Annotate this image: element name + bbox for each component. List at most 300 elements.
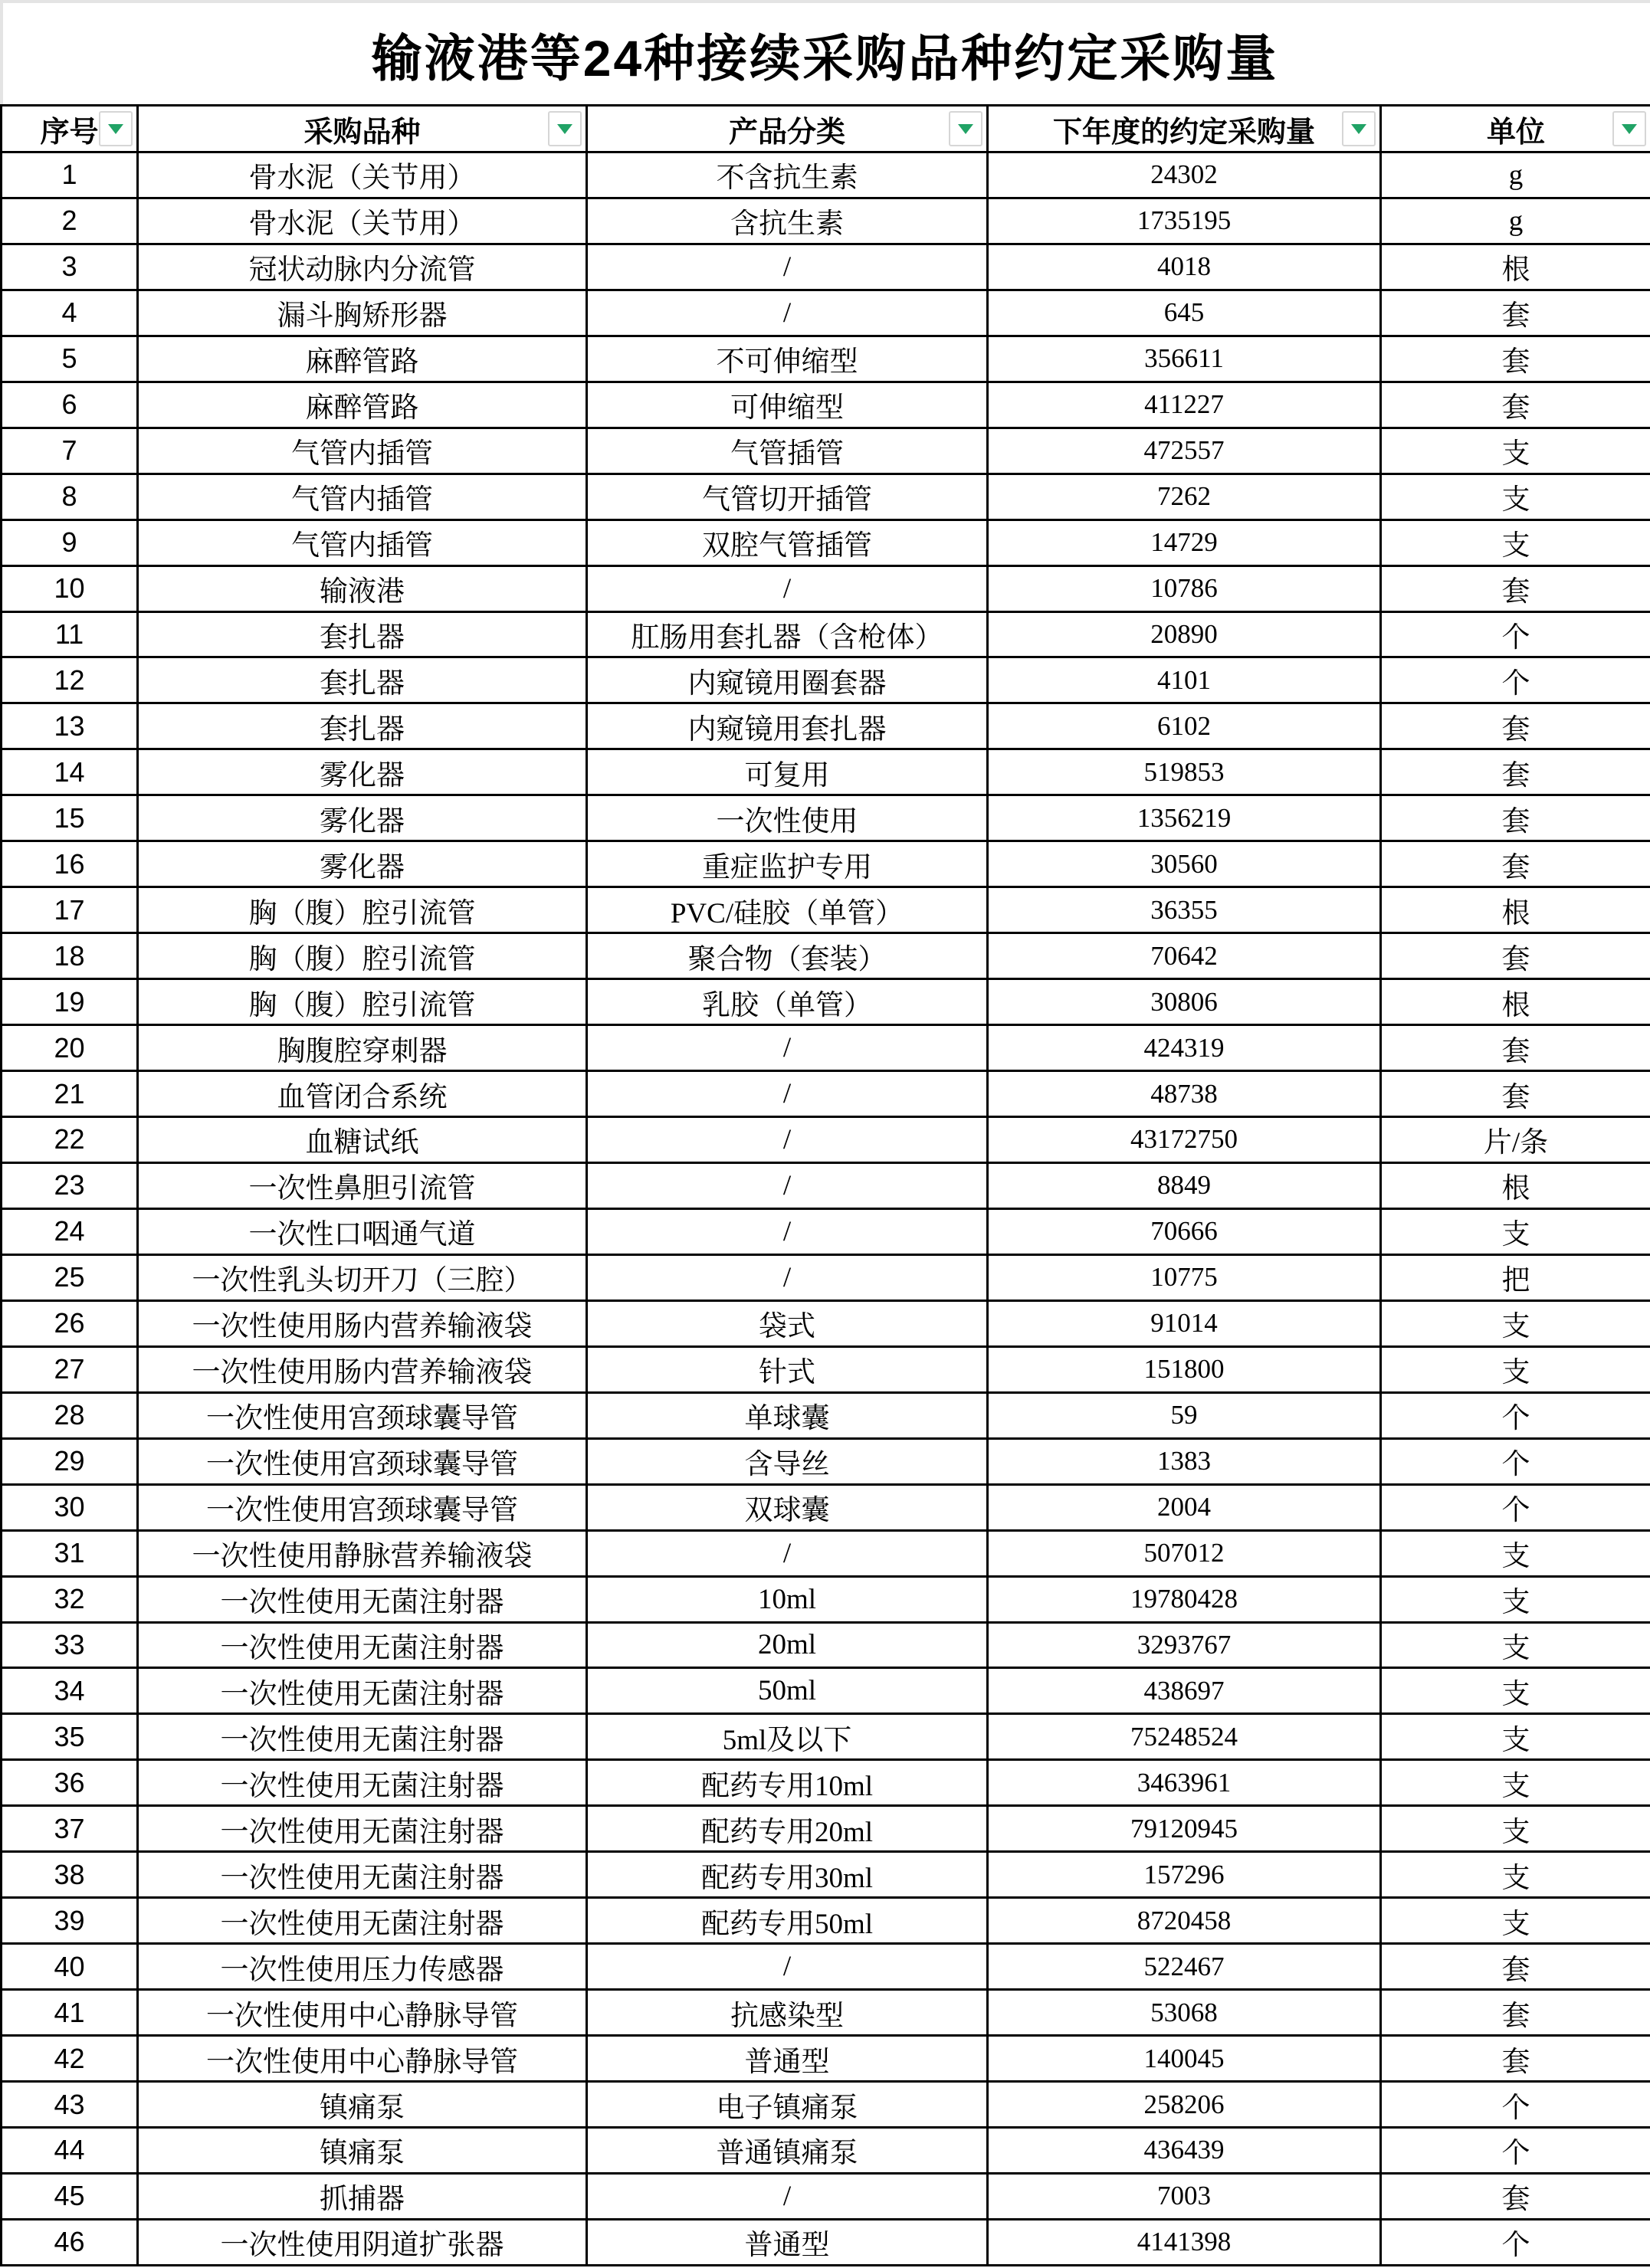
cell-unit: 支 [1381, 1622, 1650, 1668]
cell-row-number: 11 [2, 611, 138, 657]
cell-row-number: 15 [2, 795, 138, 841]
cell-category: / [587, 1117, 988, 1163]
cell-row-number: 23 [2, 1162, 138, 1208]
table-row [2, 382, 1650, 428]
cell-quantity: 436439 [988, 2127, 1381, 2173]
cell-quantity: 356611 [988, 336, 1381, 382]
cell-unit: 个 [1381, 1484, 1650, 1530]
cell-quantity: 1356219 [988, 795, 1381, 841]
column-header-no-label: 序号 [40, 116, 99, 149]
cell-variety: 一次性使用宫颈球囊导管 [138, 1484, 587, 1530]
cell-quantity: 4141398 [988, 2219, 1381, 2265]
cell-unit: 个 [1381, 1392, 1650, 1438]
cell-quantity: 59 [988, 1392, 1381, 1438]
cell-quantity: 36355 [988, 887, 1381, 933]
cell-row-number: 18 [2, 933, 138, 979]
cell-row-number: 24 [2, 1208, 138, 1254]
cell-category: 普通型 [587, 2036, 988, 2082]
cell-category: 肛肠用套扎器（含枪体） [587, 611, 988, 657]
cell-row-number: 10 [2, 565, 138, 611]
cell-category: / [587, 1530, 988, 1576]
cell-category: 普通镇痛泵 [587, 2127, 988, 2173]
cell-category: 电子镇痛泵 [587, 2082, 988, 2128]
cell-variety: 一次性使用无菌注射器 [138, 1668, 587, 1714]
table-row [2, 1852, 1650, 1898]
table-row [2, 428, 1650, 474]
cell-variety: 骨水泥（关节用） [138, 152, 587, 198]
cell-variety: 气管内插管 [138, 428, 587, 474]
cell-quantity: 14729 [988, 519, 1381, 565]
table-row [2, 290, 1650, 336]
cell-unit: 支 [1381, 1714, 1650, 1760]
cell-row-number: 16 [2, 841, 138, 887]
cell-unit: 根 [1381, 1162, 1650, 1208]
cell-quantity: 30560 [988, 841, 1381, 887]
cell-unit: 个 [1381, 1438, 1650, 1484]
cell-variety: 血管闭合系统 [138, 1071, 587, 1117]
cell-quantity: 1383 [988, 1438, 1381, 1484]
cell-row-number: 28 [2, 1392, 138, 1438]
cell-variety: 血糖试纸 [138, 1117, 587, 1163]
cell-category: 乳胶（单管） [587, 979, 988, 1025]
cell-category: 内窥镜用套扎器 [587, 703, 988, 749]
filter-dropdown-category[interactable] [949, 111, 982, 146]
cell-row-number: 4 [2, 290, 138, 336]
table-body [2, 152, 1650, 2266]
cell-category: / [587, 1254, 988, 1300]
cell-row-number: 32 [2, 1576, 138, 1622]
column-header-category [587, 106, 988, 152]
table-row [2, 1071, 1650, 1117]
cell-quantity: 75248524 [988, 1714, 1381, 1760]
cell-category: / [587, 2173, 988, 2219]
cell-row-number: 39 [2, 1898, 138, 1944]
cell-quantity: 522467 [988, 1944, 1381, 1990]
cell-variety: 一次性使用宫颈球囊导管 [138, 1438, 587, 1484]
cell-quantity: 507012 [988, 1530, 1381, 1576]
cell-unit: 个 [1381, 2082, 1650, 2128]
cell-row-number: 7 [2, 428, 138, 474]
table-row [2, 474, 1650, 519]
table-row [2, 2173, 1650, 2219]
cell-variety: 一次性使用压力传感器 [138, 1944, 587, 1990]
cell-unit: 套 [1381, 565, 1650, 611]
cell-category: 可复用 [587, 749, 988, 795]
cell-category: 内窥镜用圈套器 [587, 657, 988, 703]
cell-variety: 雾化器 [138, 841, 587, 887]
cell-unit: 套 [1381, 1071, 1650, 1117]
cell-category: 20ml [587, 1622, 988, 1668]
cell-category: 50ml [587, 1668, 988, 1714]
table-row [2, 1438, 1650, 1484]
cell-category: / [587, 1071, 988, 1117]
cell-row-number: 41 [2, 1990, 138, 2036]
cell-row-number: 38 [2, 1852, 138, 1898]
cell-variety: 麻醉管路 [138, 382, 587, 428]
cell-unit: 把 [1381, 1254, 1650, 1300]
table-row [2, 1760, 1650, 1806]
cell-variety: 一次性乳头切开刀（三腔） [138, 1254, 587, 1300]
cell-unit: 支 [1381, 1760, 1650, 1806]
cell-row-number: 33 [2, 1622, 138, 1668]
cell-unit: 片/条 [1381, 1117, 1650, 1163]
cell-unit: 根 [1381, 887, 1650, 933]
cell-row-number: 31 [2, 1530, 138, 1576]
cell-category: 聚合物（套装） [587, 933, 988, 979]
cell-unit: 套 [1381, 795, 1650, 841]
cell-row-number: 29 [2, 1438, 138, 1484]
cell-variety: 一次性使用无菌注射器 [138, 1576, 587, 1622]
cell-quantity: 20890 [988, 611, 1381, 657]
table-row [2, 1162, 1650, 1208]
cell-row-number: 42 [2, 2036, 138, 2082]
cell-category: 含抗生素 [587, 198, 988, 244]
cell-category: 配药专用30ml [587, 1852, 988, 1898]
cell-category: / [587, 1944, 988, 1990]
column-header-quantity-label: 下年度的约定采购量 [1052, 116, 1315, 149]
cell-category: 普通型 [587, 2219, 988, 2265]
cell-row-number: 25 [2, 1254, 138, 1300]
table-row [2, 1668, 1650, 1714]
filter-arrow-icon [1622, 124, 1637, 134]
cell-variety: 胸腹腔穿刺器 [138, 1025, 587, 1071]
cell-variety: 一次性鼻胆引流管 [138, 1162, 587, 1208]
cell-row-number: 34 [2, 1668, 138, 1714]
cell-row-number: 19 [2, 979, 138, 1025]
cell-row-number: 5 [2, 336, 138, 382]
cell-variety: 镇痛泵 [138, 2082, 587, 2128]
table-row [2, 1484, 1650, 1530]
cell-quantity: 519853 [988, 749, 1381, 795]
cell-variety: 一次性口咽通气道 [138, 1208, 587, 1254]
table-row [2, 749, 1650, 795]
cell-variety: 一次性使用无菌注射器 [138, 1806, 587, 1852]
cell-row-number: 8 [2, 474, 138, 519]
cell-variety: 一次性使用无菌注射器 [138, 1714, 587, 1760]
cell-row-number: 13 [2, 703, 138, 749]
cell-unit: 支 [1381, 1208, 1650, 1254]
cell-quantity: 6102 [988, 703, 1381, 749]
cell-unit: 套 [1381, 290, 1650, 336]
cell-category: 不含抗生素 [587, 152, 988, 198]
filter-arrow-icon [958, 124, 973, 134]
cell-quantity: 424319 [988, 1025, 1381, 1071]
cell-quantity: 140045 [988, 2036, 1381, 2082]
cell-variety: 一次性使用无菌注射器 [138, 1852, 587, 1898]
table-row [2, 703, 1650, 749]
cell-row-number: 26 [2, 1300, 138, 1346]
header-row [2, 106, 1650, 152]
cell-row-number: 35 [2, 1714, 138, 1760]
cell-row-number: 46 [2, 2219, 138, 2265]
page-title: 输液港等24种接续采购品种约定采购量 [371, 29, 1279, 87]
cell-variety: 麻醉管路 [138, 336, 587, 382]
cell-category: 配药专用10ml [587, 1760, 988, 1806]
cell-unit: 支 [1381, 1346, 1650, 1392]
cell-unit: 套 [1381, 1990, 1650, 2036]
cell-row-number: 3 [2, 244, 138, 290]
cell-variety: 气管内插管 [138, 519, 587, 565]
column-header-variety [138, 106, 587, 152]
cell-quantity: 24302 [988, 152, 1381, 198]
table-row [2, 1117, 1650, 1163]
cell-category: 针式 [587, 1346, 988, 1392]
cell-category: 一次性使用 [587, 795, 988, 841]
cell-row-number: 17 [2, 887, 138, 933]
cell-quantity: 48738 [988, 1071, 1381, 1117]
cell-quantity: 258206 [988, 2082, 1381, 2128]
cell-unit: 支 [1381, 1300, 1650, 1346]
table-row [2, 611, 1650, 657]
cell-category: 单球囊 [587, 1392, 988, 1438]
table-row [2, 1346, 1650, 1392]
table-row [2, 565, 1650, 611]
filter-arrow-icon [108, 124, 123, 134]
cell-unit: 根 [1381, 979, 1650, 1025]
cell-unit: 套 [1381, 1025, 1650, 1071]
cell-unit: 个 [1381, 2127, 1650, 2173]
cell-row-number: 20 [2, 1025, 138, 1071]
cell-category: 不可伸缩型 [587, 336, 988, 382]
cell-quantity: 10786 [988, 565, 1381, 611]
cell-quantity: 2004 [988, 1484, 1381, 1530]
cell-unit: g [1381, 152, 1650, 198]
table-row [2, 1300, 1650, 1346]
cell-category: 双球囊 [587, 1484, 988, 1530]
cell-variety: 一次性使用中心静脉导管 [138, 1990, 587, 2036]
cell-variety: 输液港 [138, 565, 587, 611]
cell-unit: 套 [1381, 2036, 1650, 2082]
filter-dropdown-no[interactable] [99, 111, 133, 146]
table-row [2, 2036, 1650, 2082]
cell-quantity: 53068 [988, 1990, 1381, 2036]
cell-quantity: 151800 [988, 1346, 1381, 1392]
cell-row-number: 2 [2, 198, 138, 244]
cell-variety: 一次性使用静脉营养输液袋 [138, 1530, 587, 1576]
cell-row-number: 21 [2, 1071, 138, 1117]
table-row [2, 1025, 1650, 1071]
table-row [2, 1530, 1650, 1576]
cell-variety: 一次性使用中心静脉导管 [138, 2036, 587, 2082]
cell-row-number: 40 [2, 1944, 138, 1990]
table-row [2, 1944, 1650, 1990]
cell-unit: 支 [1381, 474, 1650, 519]
table-row [2, 198, 1650, 244]
cell-row-number: 9 [2, 519, 138, 565]
cell-category: 10ml [587, 1576, 988, 1622]
cell-row-number: 6 [2, 382, 138, 428]
cell-row-number: 14 [2, 749, 138, 795]
column-header-no [2, 106, 138, 152]
cell-category: 重症监护专用 [587, 841, 988, 887]
cell-row-number: 22 [2, 1117, 138, 1163]
table-header [2, 106, 1650, 152]
cell-variety: 一次性使用无菌注射器 [138, 1622, 587, 1668]
table-row [2, 1990, 1650, 2036]
cell-unit: 支 [1381, 1530, 1650, 1576]
table-row [2, 1806, 1650, 1852]
cell-category: / [587, 565, 988, 611]
cell-variety: 套扎器 [138, 611, 587, 657]
cell-category: 袋式 [587, 1300, 988, 1346]
cell-unit: 套 [1381, 703, 1650, 749]
cell-quantity: 8849 [988, 1162, 1381, 1208]
cell-quantity: 43172750 [988, 1117, 1381, 1163]
table-row [2, 152, 1650, 198]
filter-dropdown-variety[interactable] [548, 111, 582, 146]
cell-quantity: 3463961 [988, 1760, 1381, 1806]
cell-category: 配药专用50ml [587, 1898, 988, 1944]
table-row [2, 1898, 1650, 1944]
cell-quantity: 79120945 [988, 1806, 1381, 1852]
cell-unit: 支 [1381, 1852, 1650, 1898]
cell-quantity: 411227 [988, 382, 1381, 428]
table-row [2, 519, 1650, 565]
table-row [2, 1714, 1650, 1760]
cell-quantity: 10775 [988, 1254, 1381, 1300]
cell-variety: 漏斗胸矫形器 [138, 290, 587, 336]
cell-variety: 一次性使用无菌注射器 [138, 1898, 587, 1944]
cell-quantity: 3293767 [988, 1622, 1381, 1668]
cell-variety: 胸（腹）腔引流管 [138, 979, 587, 1025]
cell-unit: 套 [1381, 336, 1650, 382]
cell-category: 抗感染型 [587, 1990, 988, 2036]
cell-variety: 一次性使用肠内营养输液袋 [138, 1300, 587, 1346]
table-row [2, 1208, 1650, 1254]
cell-variety: 一次性使用阴道扩张器 [138, 2219, 587, 2265]
cell-quantity: 157296 [988, 1852, 1381, 1898]
table-row [2, 1622, 1650, 1668]
cell-variety: 镇痛泵 [138, 2127, 587, 2173]
cell-category: / [587, 1208, 988, 1254]
cell-unit: 套 [1381, 841, 1650, 887]
table-row [2, 1254, 1650, 1300]
cell-category: 含导丝 [587, 1438, 988, 1484]
table-row [2, 244, 1650, 290]
cell-row-number: 43 [2, 2082, 138, 2128]
cell-variety: 套扎器 [138, 657, 587, 703]
cell-row-number: 1 [2, 152, 138, 198]
cell-quantity: 7003 [988, 2173, 1381, 2219]
cell-unit: 根 [1381, 244, 1650, 290]
cell-variety: 胸（腹）腔引流管 [138, 933, 587, 979]
cell-variety: 胸（腹）腔引流管 [138, 887, 587, 933]
table-row [2, 2127, 1650, 2173]
cell-unit: 个 [1381, 611, 1650, 657]
cell-variety: 骨水泥（关节用） [138, 198, 587, 244]
filter-arrow-icon [557, 124, 572, 134]
cell-unit: 支 [1381, 428, 1650, 474]
cell-variety: 一次性使用肠内营养输液袋 [138, 1346, 587, 1392]
filter-dropdown-quantity[interactable] [1342, 111, 1376, 146]
column-header-variety-label: 采购品种 [303, 116, 421, 149]
table-row [2, 657, 1650, 703]
cell-unit: 套 [1381, 2173, 1650, 2219]
cell-variety: 抓捕器 [138, 2173, 587, 2219]
cell-category: 配药专用20ml [587, 1806, 988, 1852]
cell-quantity: 91014 [988, 1300, 1381, 1346]
cell-row-number: 45 [2, 2173, 138, 2219]
table-row [2, 2082, 1650, 2128]
cell-unit: 套 [1381, 1944, 1650, 1990]
cell-variety: 冠状动脉内分流管 [138, 244, 587, 290]
cell-row-number: 37 [2, 1806, 138, 1852]
cell-quantity: 19780428 [988, 1576, 1381, 1622]
cell-quantity: 30806 [988, 979, 1381, 1025]
cell-category: / [587, 290, 988, 336]
cell-quantity: 438697 [988, 1668, 1381, 1714]
cell-quantity: 7262 [988, 474, 1381, 519]
filter-dropdown-unit[interactable] [1612, 111, 1646, 146]
cell-category: 气管切开插管 [587, 474, 988, 519]
cell-quantity: 70642 [988, 933, 1381, 979]
cell-quantity: 70666 [988, 1208, 1381, 1254]
cell-category: 双腔气管插管 [587, 519, 988, 565]
cell-unit: 支 [1381, 1576, 1650, 1622]
cell-row-number: 12 [2, 657, 138, 703]
cell-category: 5ml及以下 [587, 1714, 988, 1760]
cell-quantity: 472557 [988, 428, 1381, 474]
table-row [2, 933, 1650, 979]
table-row [2, 979, 1650, 1025]
cell-variety: 雾化器 [138, 795, 587, 841]
column-header-unit-label: 单位 [1486, 116, 1545, 149]
table-row [2, 841, 1650, 887]
cell-variety: 一次性使用无菌注射器 [138, 1760, 587, 1806]
cell-variety: 一次性使用宫颈球囊导管 [138, 1392, 587, 1438]
cell-unit: 支 [1381, 1668, 1650, 1714]
cell-unit: 套 [1381, 933, 1650, 979]
cell-unit: 个 [1381, 2219, 1650, 2265]
cell-unit: 支 [1381, 1806, 1650, 1852]
cell-category: / [587, 1162, 988, 1208]
cell-row-number: 44 [2, 2127, 138, 2173]
cell-unit: 套 [1381, 749, 1650, 795]
column-header-quantity [988, 106, 1381, 152]
table-row [2, 336, 1650, 382]
cell-unit: 支 [1381, 519, 1650, 565]
cell-unit: 支 [1381, 1898, 1650, 1944]
cell-row-number: 30 [2, 1484, 138, 1530]
cell-category: 气管插管 [587, 428, 988, 474]
table-row [2, 1576, 1650, 1622]
column-header-category-label: 产品分类 [728, 116, 845, 149]
cell-unit: 套 [1381, 382, 1650, 428]
table-row [2, 887, 1650, 933]
cell-quantity: 8720458 [988, 1898, 1381, 1944]
cell-row-number: 36 [2, 1760, 138, 1806]
cell-category: PVC/硅胶（单管） [587, 887, 988, 933]
cell-variety: 气管内插管 [138, 474, 587, 519]
cell-unit: g [1381, 198, 1650, 244]
cell-row-number: 27 [2, 1346, 138, 1392]
cell-quantity: 4101 [988, 657, 1381, 703]
cell-quantity: 1735195 [988, 198, 1381, 244]
column-header-unit [1381, 106, 1650, 152]
cell-quantity: 4018 [988, 244, 1381, 290]
table-row [2, 795, 1650, 841]
cell-category: / [587, 244, 988, 290]
cell-category: / [587, 1025, 988, 1071]
table-row [2, 1392, 1650, 1438]
cell-unit: 个 [1381, 657, 1650, 703]
procurement-table [0, 104, 1650, 2266]
cell-quantity: 645 [988, 290, 1381, 336]
filter-arrow-icon [1351, 124, 1366, 134]
table-row [2, 2219, 1650, 2265]
cell-variety: 套扎器 [138, 703, 587, 749]
cell-category: 可伸缩型 [587, 382, 988, 428]
